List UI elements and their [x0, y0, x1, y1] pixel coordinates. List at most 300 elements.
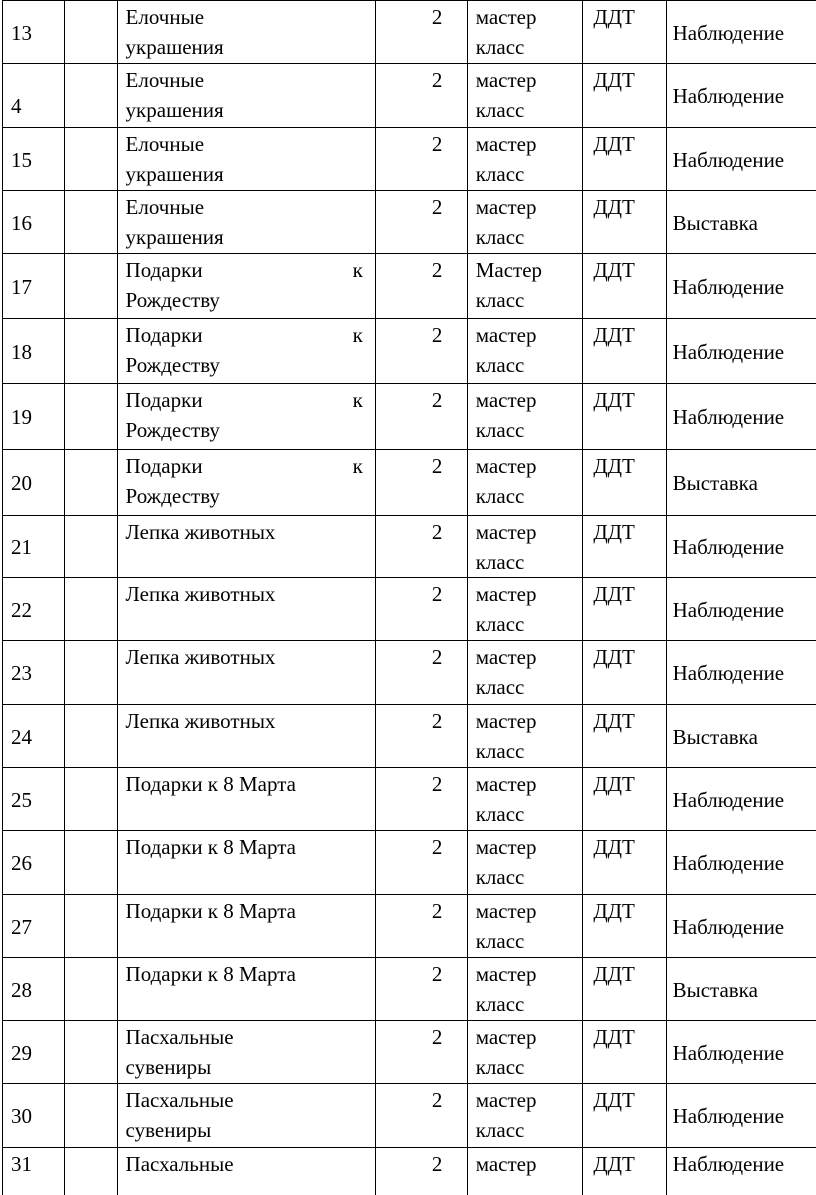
topic-text: Елочные — [125, 132, 205, 156]
control-cell — [666, 191, 816, 254]
place-cell — [583, 578, 666, 641]
form-text: мастер — [475, 962, 537, 986]
control-text: Наблюдение — [672, 274, 785, 299]
topic-text: Подарки к 8 Марта — [125, 835, 296, 859]
topic-text: Лепка животных — [125, 709, 276, 733]
form-text: мастер — [475, 1088, 537, 1112]
table-row — [3, 958, 816, 1021]
row-number-cell — [3, 64, 65, 128]
topic-cell — [117, 958, 375, 1021]
row-number-cell — [3, 831, 65, 895]
form-cell — [467, 895, 583, 958]
form-text: мастер — [475, 195, 537, 219]
form-text-continued: класс — [475, 612, 525, 636]
control-text: Наблюдение — [672, 84, 785, 108]
empty-cell — [64, 1, 117, 64]
row-number-cell — [3, 1084, 65, 1148]
table-row — [3, 384, 816, 450]
topic-text: Лепка животных — [125, 645, 276, 669]
place-cell — [583, 1148, 666, 1195]
topic-cell — [117, 895, 375, 958]
hours-value: 2 — [431, 835, 443, 859]
topic-text: Лепка животных — [125, 520, 276, 544]
hours-cell — [375, 1148, 467, 1195]
hours-cell — [375, 384, 467, 450]
place-cell — [583, 641, 666, 705]
form-cell — [467, 578, 583, 641]
row-number-cell — [3, 895, 65, 958]
empty-cell — [64, 641, 117, 705]
place-cell — [583, 384, 666, 450]
form-text-continued: класс — [475, 865, 525, 889]
row-number: 23 — [11, 661, 32, 685]
control-text: Наблюдение — [672, 147, 785, 172]
hours-value: 2 — [431, 258, 443, 282]
hours-cell — [375, 1, 467, 64]
control-text: Выставка — [672, 724, 758, 749]
hours-value: 2 — [431, 709, 443, 733]
control-text: Наблюдение — [672, 1104, 785, 1128]
form-text-continued: класс — [475, 739, 525, 763]
place-cell — [583, 1084, 666, 1148]
table-row — [3, 1148, 816, 1195]
control-text: Наблюдение — [672, 339, 785, 364]
topic-cell — [117, 191, 375, 254]
form-cell — [467, 958, 583, 1021]
control-cell — [666, 450, 816, 516]
hours-value: 2 — [431, 899, 443, 923]
hours-cell — [375, 641, 467, 705]
place-cell — [583, 319, 666, 384]
topic-cell — [117, 128, 375, 191]
table-row — [3, 254, 816, 319]
topic-line — [126, 385, 363, 415]
form-text-continued: класс — [475, 225, 525, 249]
empty-cell — [64, 319, 117, 384]
place-text: ДДТ — [593, 899, 635, 923]
hours-value: 2 — [431, 1088, 443, 1112]
hours-cell — [375, 254, 467, 319]
place-cell — [583, 128, 666, 191]
form-text-continued: класс — [475, 1118, 525, 1142]
topic-text: Пасхальные — [125, 1152, 234, 1176]
place-text: ДДТ — [593, 1088, 635, 1112]
row-number-cell — [3, 128, 65, 191]
hours-value: 2 — [431, 1025, 443, 1049]
topic-text-continued: Рождеству — [125, 288, 220, 312]
topic-text: Подарки к 8 Марта — [125, 962, 296, 986]
form-text-continued: класс — [475, 484, 525, 508]
control-text: Наблюдение — [672, 1040, 785, 1065]
row-number-cell — [3, 319, 65, 384]
control-cell — [666, 578, 816, 641]
topic-cell — [117, 578, 375, 641]
hours-value: 2 — [431, 582, 443, 606]
row-number: 24 — [11, 724, 32, 749]
row-number: 19 — [11, 405, 32, 429]
hours-cell — [375, 516, 467, 578]
table-row — [3, 1, 816, 64]
form-cell — [467, 191, 583, 254]
form-text: мастер — [475, 68, 537, 92]
row-number-cell — [3, 641, 65, 705]
topic-cell — [117, 254, 375, 319]
hours-cell — [375, 1084, 467, 1148]
row-number-cell — [3, 958, 65, 1021]
row-number: 20 — [11, 471, 32, 495]
control-text: Наблюдение — [672, 535, 785, 559]
row-number-cell — [3, 1021, 65, 1084]
row-number-cell — [3, 450, 65, 516]
form-cell — [467, 1148, 583, 1195]
topic-line — [126, 320, 363, 350]
form-text-continued: класс — [475, 992, 525, 1016]
form-text: мастер — [475, 5, 537, 29]
topic-preposition: к — [352, 258, 363, 282]
topic-text-continued: украшения — [125, 98, 224, 122]
row-number: 28 — [11, 977, 32, 1002]
topic-text: Подарки к 8 Марта — [125, 772, 296, 796]
hours-value: 2 — [431, 5, 443, 29]
row-number-cell — [3, 516, 65, 578]
row-number-cell — [3, 1148, 65, 1195]
row-number: 16 — [11, 210, 32, 235]
empty-cell — [64, 768, 117, 831]
place-text: ДДТ — [593, 1025, 635, 1049]
topic-line — [126, 451, 363, 481]
control-text: Наблюдение — [672, 851, 785, 875]
form-cell — [467, 128, 583, 191]
empty-cell — [64, 128, 117, 191]
control-cell — [666, 1021, 816, 1084]
row-number: 30 — [11, 1104, 32, 1128]
empty-cell — [64, 191, 117, 254]
empty-cell — [64, 578, 117, 641]
form-cell — [467, 1, 583, 64]
row-number-cell — [3, 1, 65, 64]
topic-text: Пасхальные — [125, 1025, 234, 1049]
topic-cell — [117, 319, 375, 384]
topic-cell — [117, 768, 375, 831]
topic-preposition: к — [352, 388, 363, 412]
empty-cell — [64, 64, 117, 128]
empty-cell — [64, 831, 117, 895]
form-text-continued: класс — [475, 162, 525, 186]
table-row — [3, 831, 816, 895]
control-cell — [666, 1, 816, 64]
empty-cell — [64, 516, 117, 578]
control-cell — [666, 831, 816, 895]
control-cell — [666, 641, 816, 705]
form-text: мастер — [475, 835, 537, 859]
form-cell — [467, 516, 583, 578]
control-cell — [666, 1148, 816, 1195]
topic-text: Подарки — [125, 388, 203, 412]
topic-text: Подарки — [125, 323, 203, 347]
row-number: 15 — [11, 147, 32, 172]
topic-cell — [117, 831, 375, 895]
topic-cell — [117, 1021, 375, 1084]
hours-value: 2 — [431, 772, 443, 796]
topic-text-continued: Рождеству — [125, 353, 220, 377]
form-text-continued: класс — [475, 929, 525, 953]
topic-text-continued: Рождеству — [125, 484, 220, 508]
row-number: 18 — [11, 339, 32, 364]
topic-cell — [117, 705, 375, 768]
table-row — [3, 128, 816, 191]
control-cell — [666, 895, 816, 958]
hours-value: 2 — [431, 195, 443, 219]
hours-cell — [375, 958, 467, 1021]
form-text-continued: класс — [475, 675, 525, 699]
table-row — [3, 64, 816, 128]
topic-text-continued: украшения — [125, 162, 224, 186]
place-text: ДДТ — [593, 645, 635, 669]
row-number: 22 — [11, 597, 32, 622]
hours-value: 2 — [431, 454, 443, 478]
hours-cell — [375, 64, 467, 128]
control-cell — [666, 384, 816, 450]
hours-value: 2 — [431, 388, 443, 412]
topic-text-continued: сувениры — [125, 1055, 212, 1079]
topic-cell — [117, 1084, 375, 1148]
topic-text: Пасхальные — [125, 1088, 234, 1112]
topic-cell — [117, 384, 375, 450]
control-cell — [666, 319, 816, 384]
form-text: мастер — [475, 645, 537, 669]
hours-cell — [375, 705, 467, 768]
control-text: Выставка — [672, 210, 758, 235]
hours-value: 2 — [431, 962, 443, 986]
hours-value: 2 — [431, 520, 443, 544]
empty-cell — [64, 1148, 117, 1195]
form-cell — [467, 319, 583, 384]
place-cell — [583, 768, 666, 831]
control-cell — [666, 958, 816, 1021]
row-number: 13 — [11, 20, 32, 45]
control-text: Наблюдение — [672, 20, 785, 45]
empty-cell — [64, 384, 117, 450]
table-row — [3, 516, 816, 578]
hours-cell — [375, 319, 467, 384]
table-row — [3, 641, 816, 705]
row-number: 17 — [11, 274, 32, 299]
form-text: мастер — [475, 582, 537, 606]
place-cell — [583, 1021, 666, 1084]
control-text: Наблюдение — [672, 405, 785, 429]
place-text: ДДТ — [593, 772, 635, 796]
topic-text-continued: сувениры — [125, 1118, 212, 1142]
form-text: мастер — [475, 1152, 537, 1176]
empty-cell — [64, 895, 117, 958]
hours-value: 2 — [431, 132, 443, 156]
control-text: Наблюдение — [672, 661, 785, 685]
row-number: 31 — [11, 1152, 32, 1176]
form-text: мастер — [475, 1025, 537, 1049]
place-cell — [583, 254, 666, 319]
form-text-continued: класс — [475, 1055, 525, 1079]
row-number: 4 — [11, 94, 22, 118]
place-cell — [583, 1, 666, 64]
table-row — [3, 895, 816, 958]
row-number-cell — [3, 578, 65, 641]
topic-preposition: к — [352, 454, 363, 478]
form-cell — [467, 705, 583, 768]
topic-cell — [117, 1148, 375, 1195]
place-text: ДДТ — [593, 582, 635, 606]
control-text: Наблюдение — [672, 1152, 785, 1176]
form-cell — [467, 384, 583, 450]
topic-line — [126, 255, 363, 285]
form-cell — [467, 831, 583, 895]
form-cell — [467, 641, 583, 705]
place-text: ДДТ — [593, 195, 635, 219]
table-row — [3, 450, 816, 516]
row-number-cell — [3, 254, 65, 319]
row-number: 29 — [11, 1040, 32, 1065]
control-cell — [666, 254, 816, 319]
form-text-continued: класс — [475, 550, 525, 574]
topic-cell — [117, 450, 375, 516]
place-text: ДДТ — [593, 5, 635, 29]
control-text: Наблюдение — [672, 597, 785, 622]
row-number-cell — [3, 191, 65, 254]
empty-cell — [64, 1084, 117, 1148]
row-number-cell — [3, 384, 65, 450]
form-text: мастер — [475, 454, 537, 478]
row-number-cell — [3, 768, 65, 831]
place-text: ДДТ — [593, 962, 635, 986]
form-cell — [467, 450, 583, 516]
hours-value: 2 — [431, 645, 443, 669]
topic-text: Елочные — [125, 68, 205, 92]
place-text: ДДТ — [593, 132, 635, 156]
place-text: ДДТ — [593, 258, 635, 282]
control-cell — [666, 516, 816, 578]
control-cell — [666, 705, 816, 768]
place-cell — [583, 191, 666, 254]
table-row — [3, 319, 816, 384]
form-text-continued: класс — [475, 35, 525, 59]
place-text: ДДТ — [593, 709, 635, 733]
topic-cell — [117, 641, 375, 705]
form-text: мастер — [475, 132, 537, 156]
form-cell — [467, 768, 583, 831]
form-text: мастер — [475, 772, 537, 796]
topic-text: Подарки — [125, 454, 203, 478]
place-cell — [583, 64, 666, 128]
control-text: Наблюдение — [672, 787, 785, 812]
form-text: мастер — [475, 323, 537, 347]
form-cell — [467, 1021, 583, 1084]
control-text: Наблюдение — [672, 914, 785, 939]
topic-text: Подарки — [125, 258, 203, 282]
hours-cell — [375, 450, 467, 516]
hours-cell — [375, 831, 467, 895]
table-row — [3, 768, 816, 831]
control-text: Выставка — [672, 471, 758, 495]
place-text: ДДТ — [593, 835, 635, 859]
form-text: мастер — [475, 388, 537, 412]
form-text-continued: класс — [475, 418, 525, 442]
hours-cell — [375, 128, 467, 191]
empty-cell — [64, 450, 117, 516]
form-text-continued: класс — [475, 288, 525, 312]
form-text: Мастер — [475, 258, 543, 282]
table-row — [3, 1084, 816, 1148]
place-cell — [583, 958, 666, 1021]
form-text: мастер — [475, 899, 537, 923]
hours-cell — [375, 1021, 467, 1084]
topic-cell — [117, 516, 375, 578]
control-cell — [666, 64, 816, 128]
place-text: ДДТ — [593, 1152, 635, 1176]
row-number: 21 — [11, 535, 32, 559]
topic-cell — [117, 64, 375, 128]
topic-preposition: к — [352, 323, 363, 347]
form-text: мастер — [475, 709, 537, 733]
control-cell — [666, 128, 816, 191]
empty-cell — [64, 705, 117, 768]
place-text: ДДТ — [593, 68, 635, 92]
hours-value: 2 — [431, 1152, 443, 1176]
form-cell — [467, 64, 583, 128]
topic-text: Подарки к 8 Марта — [125, 899, 296, 923]
topic-text: Елочные — [125, 195, 205, 219]
control-cell — [666, 768, 816, 831]
place-cell — [583, 516, 666, 578]
form-text-continued: класс — [475, 98, 525, 122]
topic-text: Лепка животных — [125, 582, 276, 606]
place-text: ДДТ — [593, 388, 635, 412]
empty-cell — [64, 254, 117, 319]
hours-value: 2 — [431, 68, 443, 92]
hours-value: 2 — [431, 323, 443, 347]
form-text-continued: класс — [475, 802, 525, 826]
schedule-table-body — [3, 1, 816, 1195]
place-text: ДДТ — [593, 520, 635, 544]
hours-cell — [375, 191, 467, 254]
place-cell — [583, 831, 666, 895]
control-text: Выставка — [672, 977, 758, 1002]
control-cell — [666, 1084, 816, 1148]
row-number: 25 — [11, 787, 32, 812]
row-number: 26 — [11, 851, 32, 875]
hours-cell — [375, 895, 467, 958]
place-text: ДДТ — [593, 454, 635, 478]
topic-text-continued: украшения — [125, 225, 224, 249]
topic-cell — [117, 1, 375, 64]
table-row — [3, 705, 816, 768]
empty-cell — [64, 1021, 117, 1084]
topic-text-continued: украшения — [125, 35, 224, 59]
table-row — [3, 1021, 816, 1084]
place-cell — [583, 450, 666, 516]
empty-cell — [64, 958, 117, 1021]
place-cell — [583, 705, 666, 768]
table-row — [3, 578, 816, 641]
place-cell — [583, 895, 666, 958]
form-text-continued: класс — [475, 353, 525, 377]
row-number-cell — [3, 705, 65, 768]
table-row — [3, 191, 816, 254]
form-cell — [467, 254, 583, 319]
form-text: мастер — [475, 520, 537, 544]
place-text: ДДТ — [593, 323, 635, 347]
schedule-table — [2, 0, 816, 1195]
form-cell — [467, 1084, 583, 1148]
hours-cell — [375, 578, 467, 641]
